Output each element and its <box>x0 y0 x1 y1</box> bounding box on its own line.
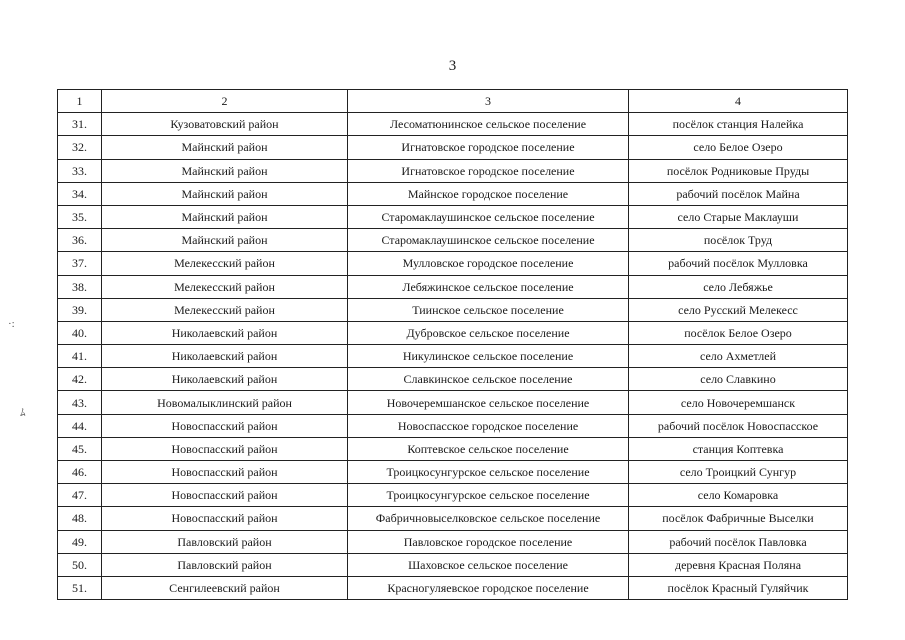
settlement-cell: Тиинское сельское поселение <box>348 298 629 321</box>
locality-cell: посёлок Красный Гуляйчик <box>629 576 848 599</box>
row-number: 41. <box>58 345 102 368</box>
district-cell: Майнский район <box>102 159 348 182</box>
table-row <box>58 368 848 391</box>
locality-cell: рабочий посёлок Павловка <box>629 530 848 553</box>
locality-cell: посёлок Родниковые Пруды <box>629 159 848 182</box>
settlement-cell: Старомаклаушинское сельское поселение <box>348 229 629 252</box>
row-number: 35. <box>58 205 102 228</box>
district-cell: Николаевский район <box>102 321 348 344</box>
settlement-cell: Троицкосунгурское сельское поселение <box>348 461 629 484</box>
district-cell: Новоспасский район <box>102 461 348 484</box>
locality-cell: станция Коптевка <box>629 437 848 460</box>
locality-cell: село Белое Озеро <box>629 136 848 159</box>
district-cell: Майнский район <box>102 136 348 159</box>
locality-cell: село Ахметлей <box>629 345 848 368</box>
settlement-cell: Новоспасское городское поселение <box>348 414 629 437</box>
row-number: 38. <box>58 275 102 298</box>
table-row <box>58 113 848 136</box>
table-header-row <box>58 90 848 113</box>
row-number: 34. <box>58 182 102 205</box>
row-number: 51. <box>58 576 102 599</box>
table-row <box>58 530 848 553</box>
table-body <box>58 113 848 600</box>
scan-mark-left-tick: ﾑ <box>20 407 26 419</box>
district-cell: Новоспасский район <box>102 484 348 507</box>
locality-cell: посёлок станция Налейка <box>629 113 848 136</box>
settlement-cell: Дубровское сельское поселение <box>348 321 629 344</box>
column-header-3: 3 <box>348 90 629 113</box>
settlement-cell: Старомаклаушинское сельское поселение <box>348 205 629 228</box>
table-row <box>58 182 848 205</box>
row-number: 40. <box>58 321 102 344</box>
settlement-cell: Игнатовское городское поселение <box>348 136 629 159</box>
district-cell: Новоспасский район <box>102 414 348 437</box>
row-number: 32. <box>58 136 102 159</box>
district-cell: Новомалыклинский район <box>102 391 348 414</box>
district-cell: Мелекесский район <box>102 298 348 321</box>
locality-cell: деревня Красная Поляна <box>629 553 848 576</box>
row-number: 33. <box>58 159 102 182</box>
table-row <box>58 159 848 182</box>
table-row <box>58 205 848 228</box>
district-cell: Николаевский район <box>102 345 348 368</box>
row-number: 39. <box>58 298 102 321</box>
table-row <box>58 345 848 368</box>
settlement-cell: Никулинское сельское поселение <box>348 345 629 368</box>
table-row <box>58 461 848 484</box>
settlement-cell: Лебяжинское сельское поселение <box>348 275 629 298</box>
table-row <box>58 553 848 576</box>
settlement-cell: Мулловское городское поселение <box>348 252 629 275</box>
settlement-cell: Коптевское сельское поселение <box>348 437 629 460</box>
column-header-4: 4 <box>629 90 848 113</box>
district-cell: Павловский район <box>102 530 348 553</box>
page-number: 3 <box>448 58 457 74</box>
district-cell: Новоспасский район <box>102 507 348 530</box>
table-row <box>58 229 848 252</box>
locality-cell: рабочий посёлок Майна <box>629 182 848 205</box>
settlement-cell: Троицкосунгурское сельское поселение <box>348 484 629 507</box>
district-cell: Новоспасский район <box>102 437 348 460</box>
locality-cell: посёлок Фабричные Выселки <box>629 507 848 530</box>
locality-cell: посёлок Белое Озеро <box>629 321 848 344</box>
locality-cell: село Русский Мелекесс <box>629 298 848 321</box>
district-cell: Николаевский район <box>102 368 348 391</box>
district-cell: Кузоватовский район <box>102 113 348 136</box>
row-number: 37. <box>58 252 102 275</box>
table-row <box>58 136 848 159</box>
settlement-cell: Лесоматюнинское сельское поселение <box>348 113 629 136</box>
locality-cell: посёлок Труд <box>629 229 848 252</box>
settlement-cell: Фабричновыселковское сельское поселение <box>348 507 629 530</box>
locality-cell: село Старые Маклауши <box>629 205 848 228</box>
row-number: 42. <box>58 368 102 391</box>
table-row <box>58 321 848 344</box>
district-cell: Мелекесский район <box>102 252 348 275</box>
table-row <box>58 391 848 414</box>
settlement-cell: Новочеремшанское сельское поселение <box>348 391 629 414</box>
column-header-2: 2 <box>102 90 348 113</box>
row-number: 46. <box>58 461 102 484</box>
table-row <box>58 507 848 530</box>
table-row <box>58 437 848 460</box>
district-cell: Майнский район <box>102 205 348 228</box>
district-cell: Мелекесский район <box>102 275 348 298</box>
settlement-cell: Майнское городское поселение <box>348 182 629 205</box>
table-row <box>58 298 848 321</box>
table-row <box>58 576 848 599</box>
locality-cell: рабочий посёлок Мулловка <box>629 252 848 275</box>
settlement-cell: Игнатовское городское поселение <box>348 159 629 182</box>
table-row <box>58 484 848 507</box>
row-number: 47. <box>58 484 102 507</box>
table-row <box>58 275 848 298</box>
settlement-cell: Славкинское сельское поселение <box>348 368 629 391</box>
row-number: 43. <box>58 391 102 414</box>
district-cell: Павловский район <box>102 553 348 576</box>
locality-cell: село Лебяжье <box>629 275 848 298</box>
locality-cell: село Новочеремшанск <box>629 391 848 414</box>
settlements-table <box>57 89 848 600</box>
row-number: 44. <box>58 414 102 437</box>
district-cell: Майнский район <box>102 182 348 205</box>
locality-cell: село Троицкий Сунгур <box>629 461 848 484</box>
settlement-cell: Шаховское сельское поселение <box>348 553 629 576</box>
row-number: 36. <box>58 229 102 252</box>
row-number: 31. <box>58 113 102 136</box>
district-cell: Майнский район <box>102 229 348 252</box>
table-row <box>58 252 848 275</box>
row-number: 50. <box>58 553 102 576</box>
locality-cell: село Комаровка <box>629 484 848 507</box>
settlement-cell: Красногуляевское городское поселение <box>348 576 629 599</box>
locality-cell: село Славкино <box>629 368 848 391</box>
district-cell: Сенгилеевский район <box>102 576 348 599</box>
locality-cell: рабочий посёлок Новоспасское <box>629 414 848 437</box>
row-number: 48. <box>58 507 102 530</box>
column-header-1: 1 <box>58 90 102 113</box>
settlement-cell: Павловское городское поселение <box>348 530 629 553</box>
scan-mark-left-dots: ·: <box>8 318 15 330</box>
table-row <box>58 414 848 437</box>
row-number: 45. <box>58 437 102 460</box>
row-number: 49. <box>58 530 102 553</box>
